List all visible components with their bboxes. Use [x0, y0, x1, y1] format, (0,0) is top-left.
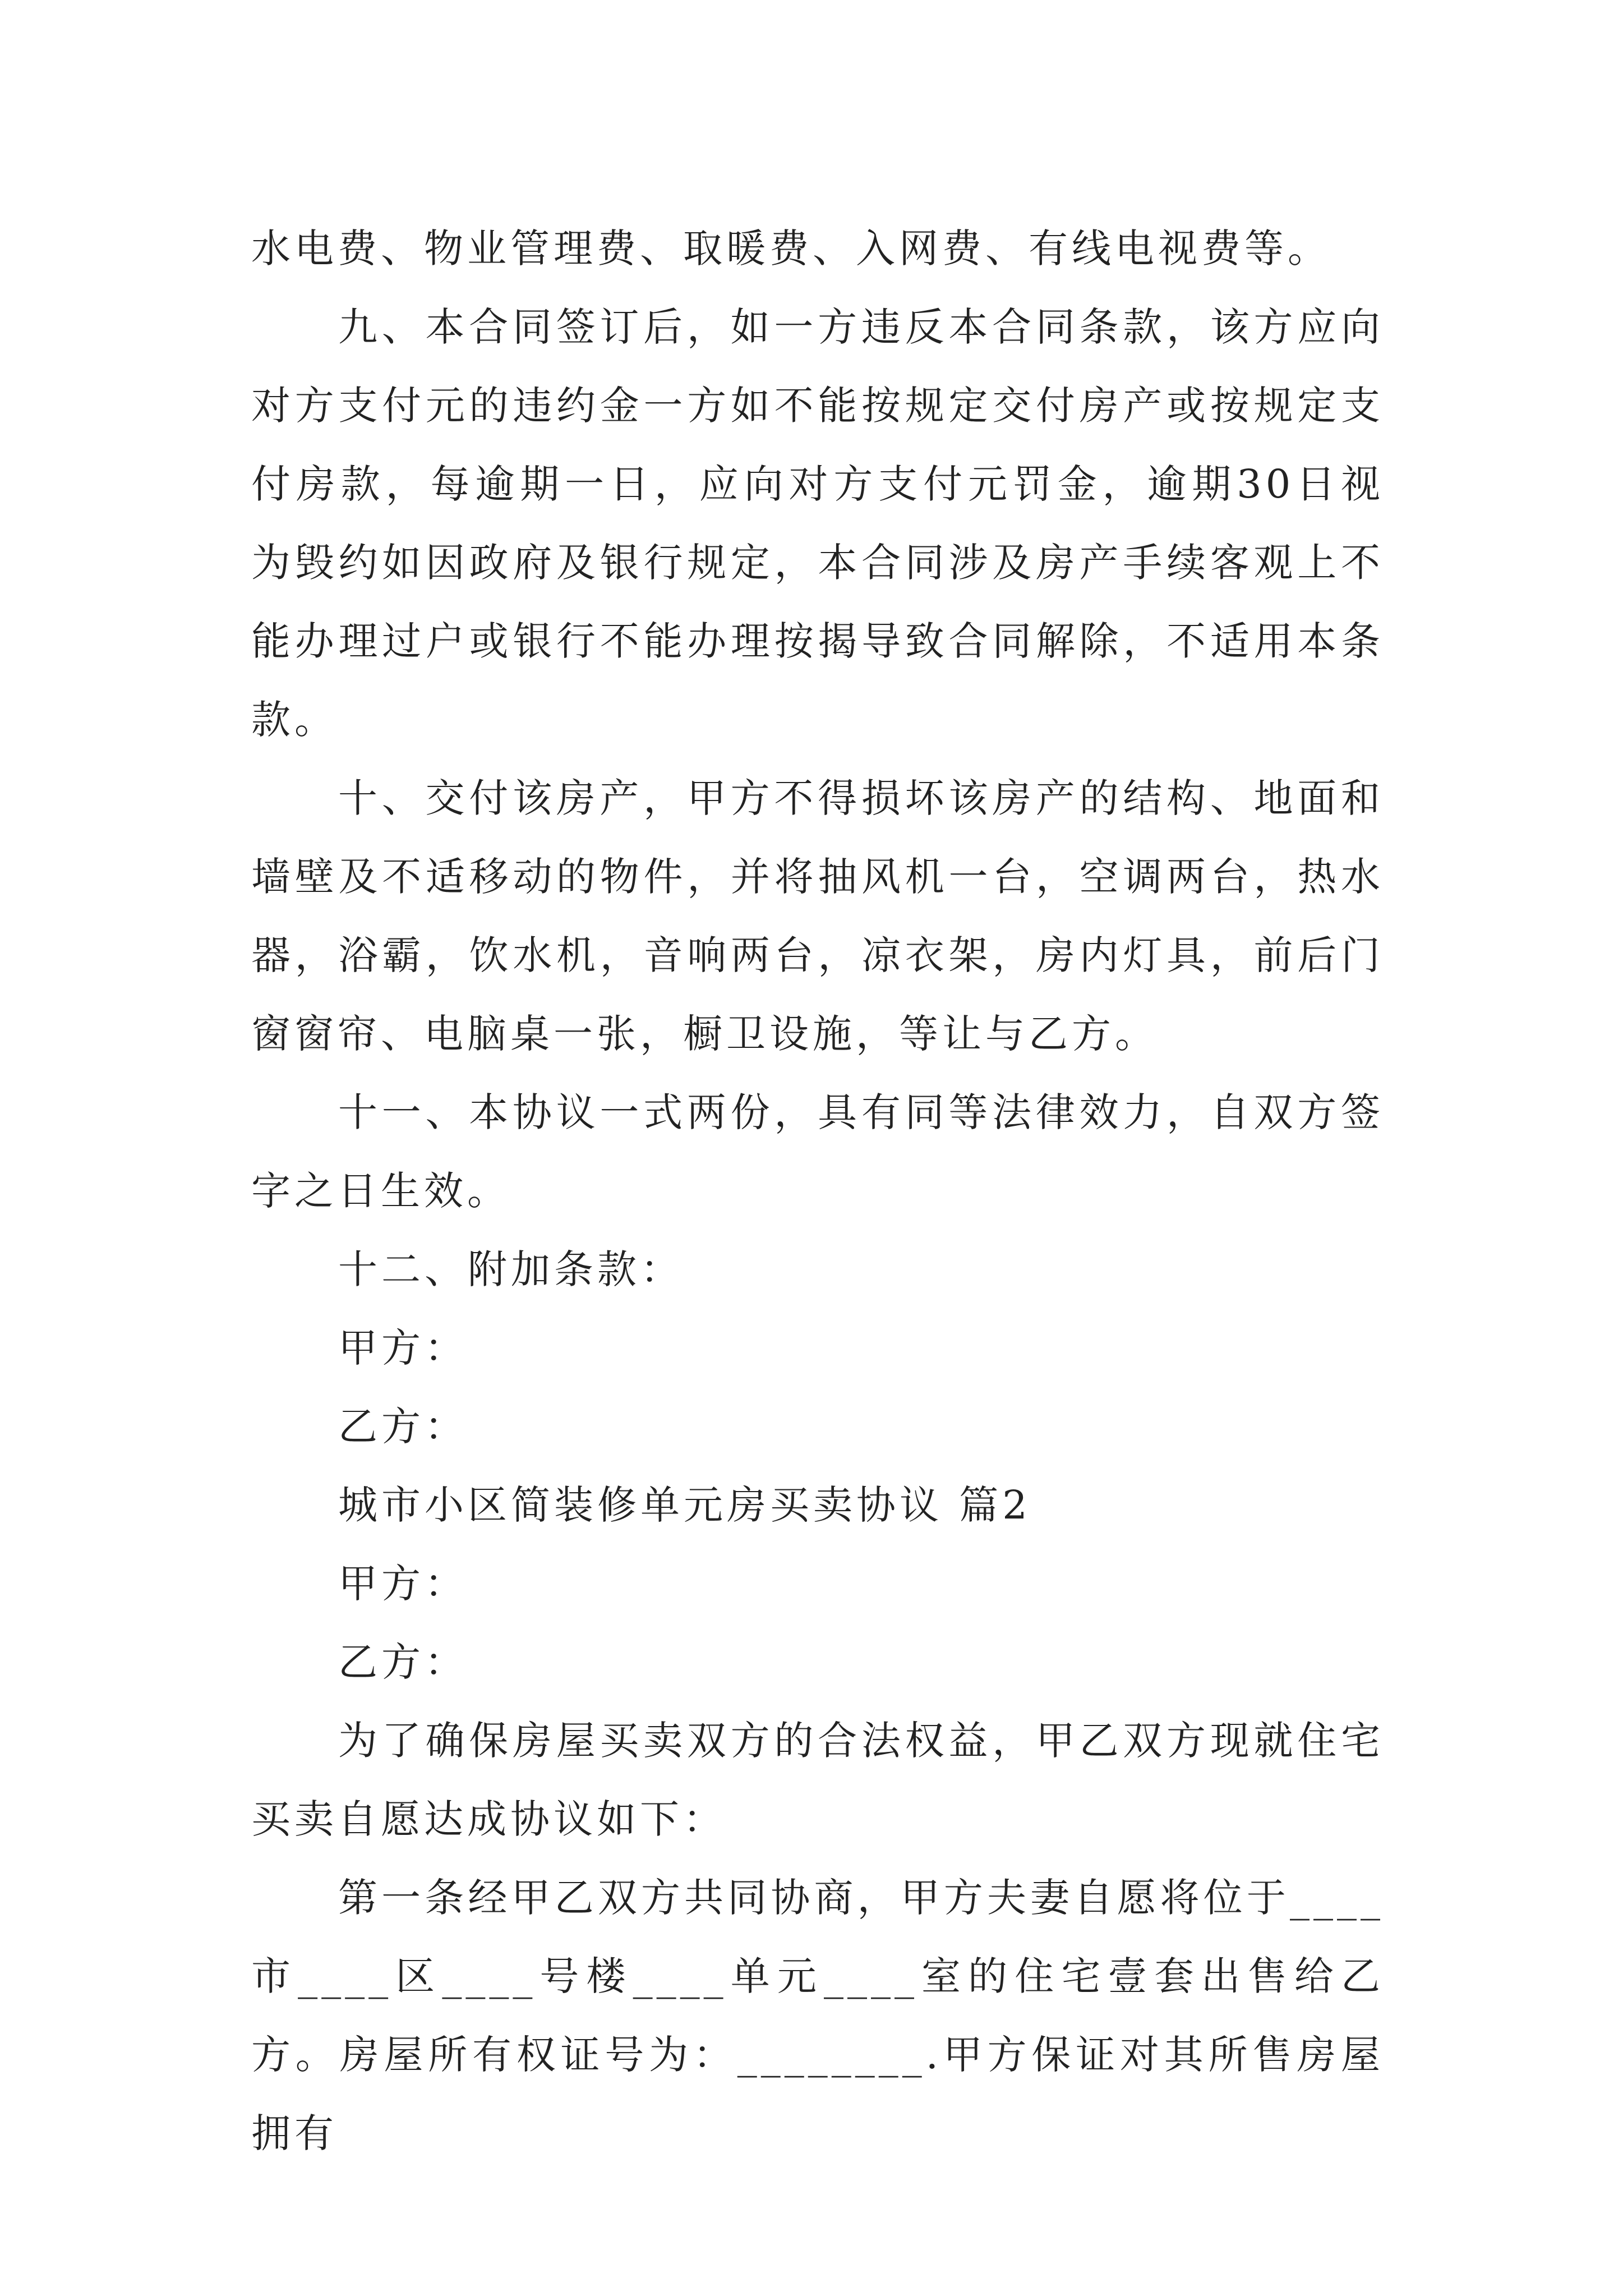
document-body: [251, 209, 1384, 2173]
paragraph-article-1: 第一条经甲乙双方共同协商，甲方夫妻自愿将位于____市____区____号楼____单元____室的住宅壹套出售给乙方。房屋所有权证号为：________.甲方保证对其所售房屋拥有: [251, 1875, 1384, 2156]
paragraph-fees-continuation: 水电费、物业管理费、取暖费、入网费、有线电视费等。: [251, 226, 1331, 272]
paragraph-clause-11: 十一、本协议一式两份，具有同等法律效力，自双方签字之日生效。: [251, 1089, 1384, 1214]
section-title: 城市小区简装修单元房买卖协议 篇2: [338, 1482, 1031, 1528]
paragraph-clause-9: 九、本合同签订后，如一方违反本合同条款，该方应向对方支付元的违约金一方如不能按规定交付房产或按规定支付房款，每逾期一日，应向对方支付元罚金，逾期30日视为毁约如因政府及银行规定，本合同涉及房产手续客观上不能办理过户或银行不能办理按揭导致合同解除，不适用本条款。: [251, 304, 1384, 743]
paragraph-preamble: 为了确保房屋买卖双方的合法权益，甲乙双方现就住宅买卖自愿达成协议如下：: [251, 1718, 1384, 1842]
party-b-label-2: 乙方：: [338, 1639, 468, 1685]
paragraph-clause-12: 十二、附加条款：: [338, 1246, 684, 1292]
party-a-label-2: 甲方：: [338, 1561, 468, 1607]
paragraph-clause-10: 十、交付该房产，甲方不得损坏该房产的结构、地面和墙壁及不适移动的物件，并将抽风机一台，空调两台，热水器，浴霸，饮水机，音响两台，凉衣架，房内灯具，前后门窗窗帘、电脑桌一张，橱卫设施，等让与乙方。: [251, 775, 1384, 1057]
party-a-label: 甲方：: [338, 1325, 468, 1371]
party-b-label: 乙方：: [338, 1404, 468, 1450]
